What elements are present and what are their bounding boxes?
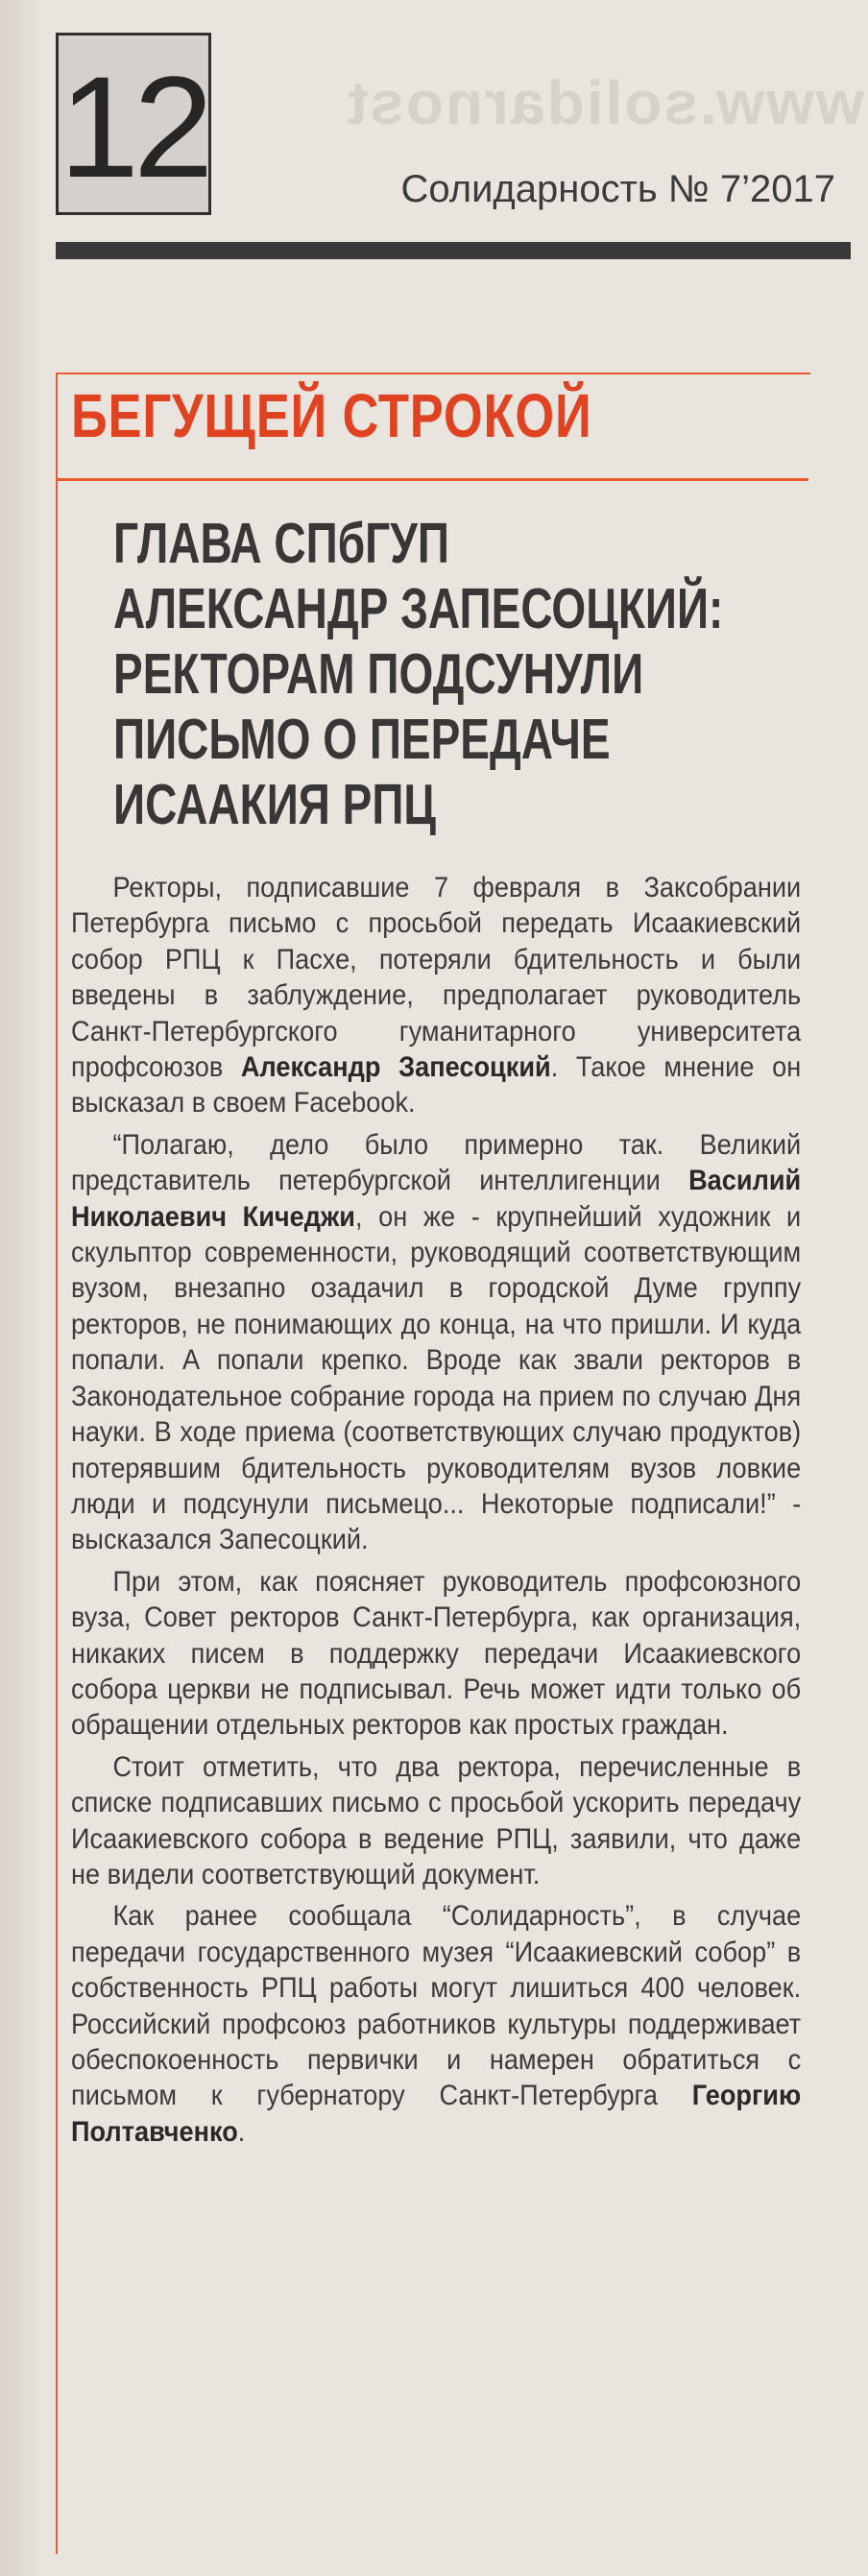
person-name: Василий Николаевич Кичеджи xyxy=(71,1165,802,1233)
page-fold-shadow xyxy=(0,0,38,2576)
page-number-box xyxy=(56,33,211,215)
paragraph: Как ранее сообщала “Солидарность”, в случае передачи государственного музея “Исаакиевский собор” в собственность РПЦ работы могут лишиться 400 человек. Российский профсоюз работников культуры поддерживает обеспокоенность первички и намерен обратиться с письмом к губернатору Санкт-Петербурга Георгию Полтавченко. xyxy=(71,1900,802,2148)
issue-label: Солидарность № 7’2017 xyxy=(400,168,835,210)
paragraph: При этом, как поясняет руководитель профсоюзного вуза, Совет ректоров Санкт-Петербурга, как организация, никаких писем в поддержку передачи Исаакиевского собора церкви не подписывал. Речь может идти только об обращении отдельных ректоров как простых граждан. xyxy=(71,1565,802,1742)
headline-line: АЛЕКСАНДР ЗАПЕСОЦКИЙ: xyxy=(113,577,724,640)
headline-line: ГЛАВА СПбГУП xyxy=(113,512,449,575)
rubric-divider xyxy=(56,478,808,481)
rubric-title: БЕГУЩЕЙ СТРОКОЙ xyxy=(71,381,592,450)
person-name: Георгию Полтавченко xyxy=(71,2080,802,2148)
article-headline xyxy=(113,511,787,837)
person-name: Александр Запесоцкий xyxy=(240,1051,551,1084)
headline-line: РЕКТОРАМ ПОДСУНУЛИ xyxy=(113,642,644,706)
paragraph: “Полагаю, дело было примерно так. Великий представитель петербургской интеллигенции Василий Николаевич Кичеджи, он же - крупнейший художник и скульптор современности, руководящий соответствующим вузом, внезапно озадачил в городской Думе группу ректоров, не понимающих до конца, на что пришли. И куда попали. А попали крепко. Вроде как звали ректоров в Законодательное собрание города на прием по случаю Дня науки. В ходе приема (соответствующих случаю продуктов) потерявшим бдительность руководителям вузов ловкие люди и подсунули письмецо... Некоторые подписали!” - высказался Запесоцкий. xyxy=(71,1128,802,1556)
headline-line: ИСААКИЯ РПЦ xyxy=(113,773,437,836)
paragraph: Ректоры, подписавшие 7 февраля в Заксобрании Петербурга письмо с просьбой передать Исаакиевский собор РПЦ к Пасхе, потеряли бдительность и были введены в заблуждение, предполагает руководитель Санкт-Петербургского гуманитарного университета профсоюзов Александр Запесоцкий. Такое мнение он высказал в своем Facebook. xyxy=(71,872,802,1119)
headline-line: ПИСЬМО О ПЕРЕДАЧЕ xyxy=(113,708,611,771)
header-rule xyxy=(56,242,851,259)
article-body xyxy=(71,870,801,2155)
show-through-text: www.solidarnost xyxy=(346,68,864,137)
paragraph: Стоит отметить, что два ректора, перечисленные в списке подписавших письмо с просьбой ускорить передачу Исаакиевского собора в ведение РПЦ, заявили, что даже не видели соответствующий документ. xyxy=(71,1750,802,1890)
page-number: 12 xyxy=(59,46,208,207)
